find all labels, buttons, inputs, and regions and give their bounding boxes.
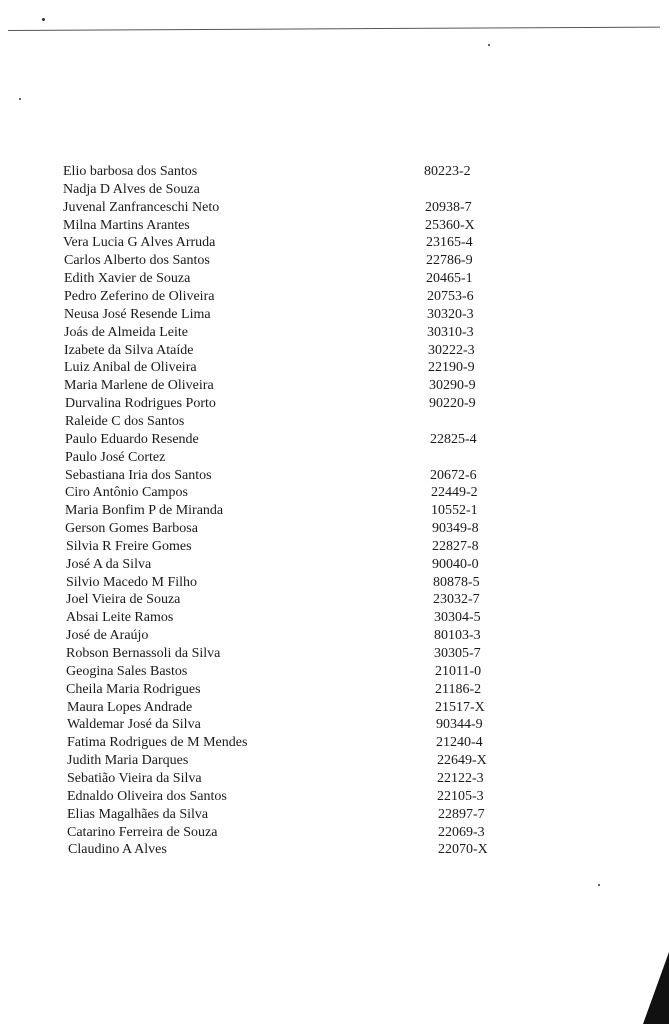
person-name: Joel Vieira de Souza	[66, 592, 181, 608]
registration-code: 21517-X	[435, 699, 485, 715]
registration-code: 30304-5	[434, 610, 481, 626]
person-name: Claudino A Alves	[68, 842, 167, 858]
list-row	[0, 431, 669, 449]
list-row	[0, 609, 669, 627]
registration-code: 22827-8	[432, 538, 479, 554]
list-row	[0, 627, 669, 645]
list-row	[0, 699, 669, 717]
list-row	[0, 681, 669, 699]
list-row	[0, 770, 669, 788]
person-name: Raleide C dos Santos	[65, 413, 185, 429]
person-name: Judith Maria Darques	[67, 753, 189, 769]
list-row	[0, 324, 669, 342]
person-name: Milna Martins Arantes	[63, 217, 190, 233]
person-name: Maria Marlene de Oliveira	[64, 378, 214, 394]
registration-code: 22122-3	[437, 770, 484, 786]
registration-code: 30310-3	[427, 324, 474, 340]
person-name: Ciro Antônio Campos	[65, 485, 188, 501]
person-name: Silvio Macedo M Filho	[66, 574, 198, 590]
list-row	[0, 663, 669, 681]
registration-code: 20753-6	[427, 289, 474, 304]
list-row	[0, 484, 669, 502]
person-name: Nadja D Alves de Souza	[63, 181, 200, 197]
person-name: Elio barbosa dos Santos	[63, 164, 198, 179]
list-row	[0, 788, 669, 806]
registration-code: 22449-2	[431, 485, 478, 501]
registration-code: 90344-9	[436, 717, 483, 733]
registration-code: 90040-0	[432, 556, 479, 572]
registration-code: 25360-X	[425, 217, 475, 233]
registration-code: 22105-3	[437, 788, 484, 804]
person-name: Gerson Gomes Barbosa	[65, 521, 198, 536]
person-name: Paulo Eduardo Resende	[65, 431, 199, 447]
list-row	[0, 199, 669, 217]
registration-code: 22070-X	[438, 842, 488, 858]
person-name: Durvalina Rodrigues Porto	[65, 396, 216, 412]
person-name: José de Araújo	[66, 628, 149, 644]
registration-code: 22897-7	[438, 806, 485, 822]
list-row	[0, 413, 669, 431]
registration-code: 30320-3	[427, 306, 474, 322]
person-name: Sebastiana Iria dos Santos	[65, 467, 212, 483]
person-name: Juvenal Zanfranceschi Neto	[63, 199, 220, 215]
person-name: Catarino Ferreira de Souza	[67, 824, 218, 840]
list-row	[0, 288, 669, 306]
person-name: José A da Silva	[66, 556, 152, 572]
list-row	[0, 234, 669, 252]
list-row	[0, 181, 669, 199]
list-row	[0, 841, 669, 859]
registration-code: 80878-5	[433, 574, 480, 590]
list-row	[0, 395, 669, 413]
list-row	[0, 163, 669, 181]
registration-code: 80103-3	[434, 628, 481, 644]
list-row	[0, 449, 669, 467]
list-row	[0, 538, 669, 556]
list-row	[0, 270, 669, 288]
person-name: Joás de Almeida Leite	[64, 324, 189, 340]
list-row	[0, 306, 669, 324]
registration-code: 80223-2	[424, 164, 471, 179]
person-name: Sebatião Vieira da Silva	[67, 770, 202, 786]
list-row	[0, 556, 669, 574]
registration-code: 20465-1	[426, 271, 473, 287]
list-row	[0, 502, 669, 520]
list-row	[0, 252, 669, 270]
registration-code: 21240-4	[436, 735, 483, 751]
person-name: Waldemar José da Silva	[67, 717, 201, 733]
registration-code: 10552-1	[431, 503, 478, 519]
person-name: Geogina Sales Bastos	[66, 663, 188, 679]
person-name: Cheila Maria Rodrigues	[66, 681, 201, 697]
person-name: Ednaldo Oliveira dos Santos	[67, 788, 227, 804]
registration-code: 22825-4	[430, 431, 477, 447]
registration-code: 20672-6	[430, 467, 477, 483]
list-row	[0, 716, 669, 734]
person-name: Carlos Alberto dos Santos	[64, 253, 210, 269]
registration-code: 23165-4	[426, 235, 473, 251]
list-row	[0, 342, 669, 360]
person-name: Elias Magalhães da Silva	[67, 806, 209, 822]
registration-code: 20938-7	[425, 199, 472, 215]
list-row	[0, 574, 669, 592]
person-name: Edith Xavier de Souza	[64, 271, 191, 287]
registration-code: 23032-7	[433, 592, 480, 608]
list-row	[0, 734, 669, 752]
registration-code: 21011-0	[435, 663, 482, 679]
list-row	[0, 359, 669, 377]
registration-code: 30305-7	[434, 646, 481, 661]
registration-code: 90220-9	[429, 396, 476, 412]
registration-code: 30222-3	[428, 342, 475, 358]
list-row	[0, 645, 669, 663]
scan-corner-mark	[643, 952, 669, 1024]
person-name: Maura Lopes Andrade	[67, 699, 193, 715]
list-row	[0, 752, 669, 770]
registration-code: 22786-9	[426, 253, 473, 269]
list-row	[0, 806, 669, 824]
list-row	[0, 520, 669, 538]
person-name: Vera Lucia G Alves Arruda	[63, 235, 216, 251]
person-name: Silvia R Freire Gomes	[66, 538, 192, 554]
person-name: Luiz Anibal de Oliveira	[64, 360, 197, 376]
person-name: Neusa José Resende Lima	[64, 306, 211, 322]
person-name: Absai Leite Ramos	[66, 610, 174, 626]
list-row	[0, 824, 669, 842]
registration-code: 22069-3	[438, 824, 485, 840]
person-name: Robson Bernassoli da Silva	[66, 646, 221, 661]
person-name: Fatima Rodrigues de M Mendes	[67, 735, 248, 751]
list-row	[0, 217, 669, 235]
person-name: Maria Bonfim P de Miranda	[65, 503, 224, 519]
person-name: Paulo José Cortez	[65, 449, 166, 465]
person-name: Izabete da Silva Ataíde	[64, 342, 194, 358]
list-row	[0, 591, 669, 609]
person-name: Pedro Zeferino de Oliveira	[64, 289, 215, 304]
registration-code: 22649-X	[437, 753, 487, 769]
list-row	[0, 467, 669, 485]
registration-code: 22190-9	[428, 360, 475, 376]
registration-code: 21186-2	[435, 681, 482, 697]
registration-code: 30290-9	[429, 378, 476, 394]
list-row	[0, 377, 669, 395]
registration-code: 90349-8	[432, 521, 479, 536]
